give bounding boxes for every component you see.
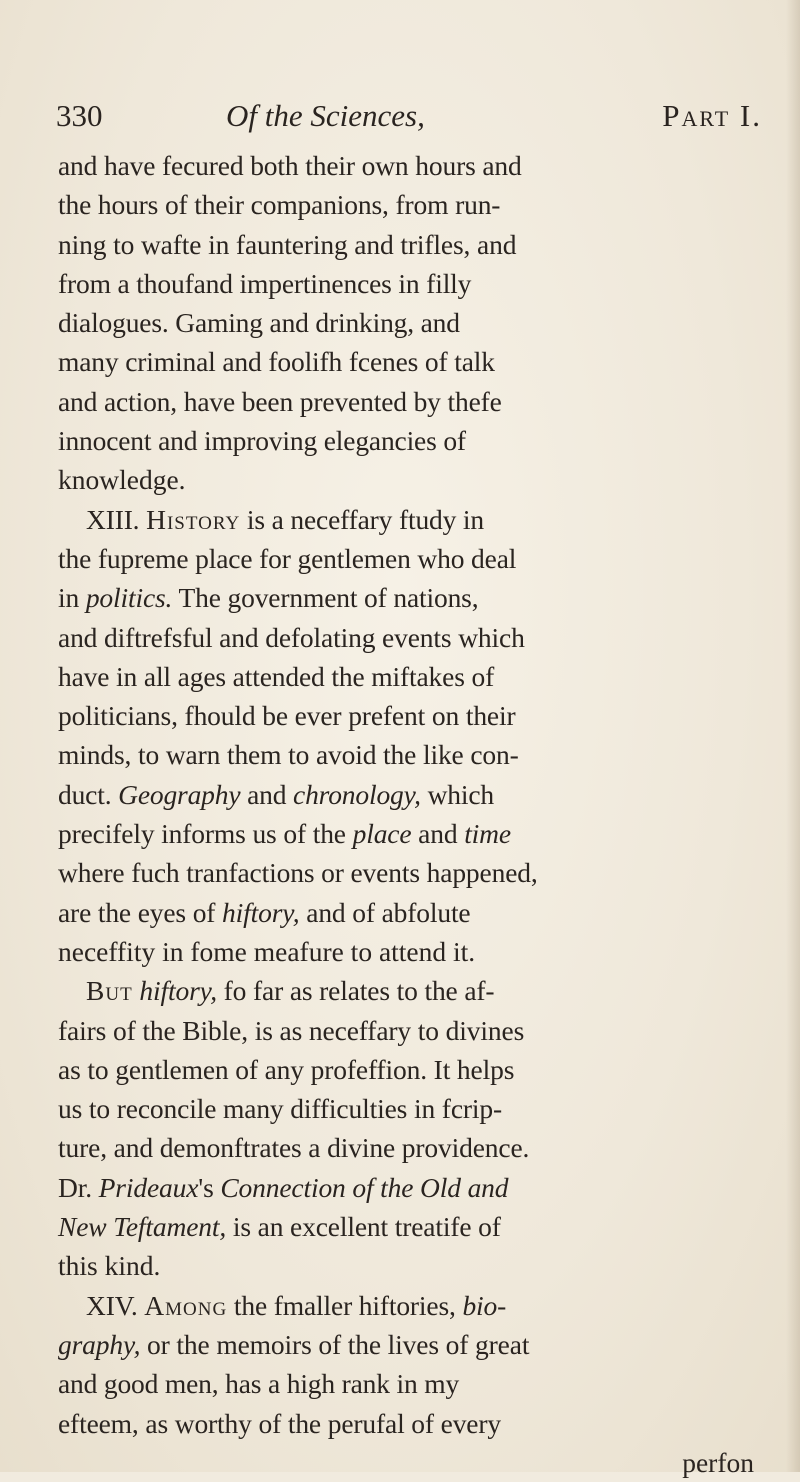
text-line [58, 1404, 764, 1443]
text-segment: But [86, 975, 133, 1007]
text-segment: us to reconcile many difficulties in fcrip- [58, 1093, 503, 1125]
text-segment: and have fecured both their own hours and [58, 150, 522, 181]
text-segment: innocent and improving elegancies of [58, 425, 466, 457]
text-segment: Among [144, 1289, 228, 1321]
text-segment: or the memoirs of the lives of great [140, 1328, 530, 1360]
text-segment: Dr. [58, 1171, 99, 1203]
text-segment: the fupreme place for gentlemen who deal [58, 542, 517, 574]
text-segment: the hours of their companions, from run- [58, 189, 501, 221]
text-line [58, 735, 764, 774]
text-segment: neceffity in fome meafure to attend it. [58, 935, 476, 967]
text-line [58, 1089, 764, 1128]
text-segment: Connection of the Old and [220, 1171, 509, 1203]
body-text [58, 146, 764, 1482]
text-segment: and [411, 818, 465, 850]
text-segment: ning to wafte in fauntering and trifles, and [58, 228, 517, 260]
text-line [58, 539, 764, 578]
part-label: Part I. [662, 98, 762, 133]
text-line [58, 225, 764, 264]
text-segment: from a thoufand impertinences in filly [58, 267, 472, 299]
text-segment: 's [198, 1171, 221, 1203]
text-segment: and [240, 778, 294, 810]
text-segment: this kind. [58, 1250, 161, 1282]
text-line [58, 657, 764, 696]
text-segment: where fuch tranfactions or events happened, [58, 857, 538, 889]
text-segment: New Teftament, [58, 1211, 227, 1243]
text-line [58, 971, 764, 1010]
text-segment: XIII. [86, 503, 147, 535]
text-line [58, 775, 764, 814]
page-number: 330 [56, 98, 103, 133]
text-segment: Prideaux [98, 1171, 199, 1203]
text-line [58, 500, 764, 539]
text-line [58, 1246, 764, 1285]
text-line [58, 1364, 764, 1403]
text-line [58, 185, 764, 224]
text-line [58, 932, 764, 971]
text-segment: bio- [462, 1289, 507, 1321]
text-line [58, 382, 764, 421]
text-line [58, 1011, 764, 1050]
text-line [58, 696, 764, 735]
text-segment: politicians, fhould be ever prefent on their [58, 700, 516, 732]
text-segment: chronology, [293, 778, 421, 810]
text-segment: and of abfolute [299, 896, 471, 928]
text-segment: which [420, 778, 494, 810]
text-segment: the fmaller hiftories, [227, 1289, 463, 1321]
text-segment: dialogues. Gaming and drinking, and [58, 307, 460, 339]
text-segment: and diftrefsful and defolating events which [58, 621, 525, 653]
text-segment: History [146, 503, 241, 535]
text-line [58, 264, 764, 303]
text-segment: The government of nations, [172, 582, 479, 614]
text-segment: Geography [118, 778, 241, 810]
text-segment: precifely informs us of the [58, 818, 353, 850]
text-segment: graphy, [58, 1328, 141, 1360]
text-segment: and action, have been prevented by thefe [58, 385, 502, 417]
text-line [58, 1325, 764, 1364]
text-line [58, 342, 764, 381]
text-segment: in [58, 582, 86, 614]
text-line [58, 1128, 764, 1167]
text-line [58, 146, 764, 185]
text-segment: hiftory, [222, 896, 300, 928]
text-segment: fo far as relates to the af- [216, 975, 495, 1007]
text-segment: place [352, 818, 412, 850]
text-segment: many criminal and foolifh fcenes of talk [58, 346, 495, 378]
text-segment: fairs of the Bible, is as neceffary to divines [58, 1014, 525, 1046]
text-line [58, 618, 764, 657]
text-segment: minds, to warn them to avoid the like con- [58, 739, 519, 771]
text-segment: ture, and demonftrates a divine providence. [58, 1132, 530, 1164]
text-segment: duct. [58, 778, 119, 810]
text-segment: as to gentlemen of any profeffion. It helps [58, 1053, 515, 1085]
text-segment: XIV. [86, 1289, 145, 1321]
text-segment: are the eyes of [58, 896, 223, 928]
text-line [58, 1168, 764, 1207]
text-segment: politics. [85, 582, 173, 614]
text-segment: time [464, 818, 511, 850]
text-line [58, 853, 764, 892]
text-segment: hiftory, [139, 975, 217, 1007]
text-line [58, 1286, 764, 1325]
page-edge-shadow [786, 0, 800, 1472]
running-title: Of the Sciences, [226, 98, 425, 133]
text-line [58, 814, 764, 853]
text-segment: have in all ages attended the miftakes of [58, 660, 495, 692]
text-segment: efteem, as worthy of the perufal of every [58, 1407, 501, 1439]
text-line [58, 421, 764, 460]
text-line [58, 303, 764, 342]
text-line [58, 893, 764, 932]
text-segment: perfon [682, 1446, 754, 1478]
text-line [58, 1443, 764, 1482]
text-line [58, 460, 764, 499]
text-segment: is a neceffary ftudy in [240, 503, 484, 535]
running-header [56, 98, 762, 142]
text-line [58, 578, 764, 617]
text-segment: is an excellent treatife of [226, 1211, 501, 1243]
text-segment: and good men, has a high rank in my [58, 1368, 460, 1400]
text-line [58, 1207, 764, 1246]
text-line [58, 1050, 764, 1089]
text-segment: knowledge. [58, 464, 186, 496]
